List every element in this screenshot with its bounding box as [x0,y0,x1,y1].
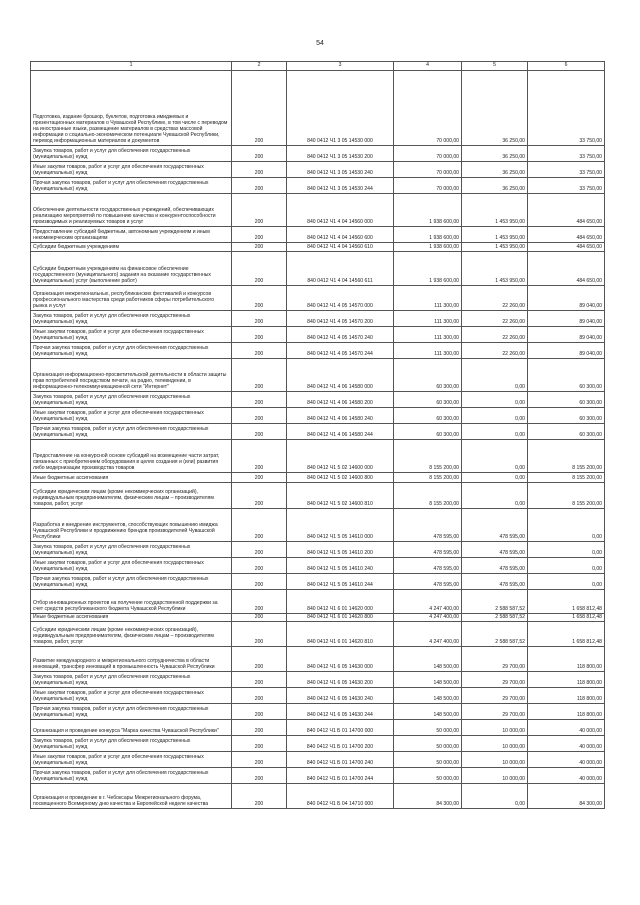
table-row [31,243,605,252]
row-code: 840 0412 Ч1 6 01 14620 800 [287,614,394,622]
row-amount-total: 70 000,00 [394,71,462,146]
row-amount-col5: 0,00 [462,392,528,408]
row-code: 840 0412 Ч1 5 05 14610 000 [287,509,394,542]
row-amount-col6: 33 750,00 [528,71,605,146]
row-amount-col6: 8 155 200,00 [528,473,605,483]
row-amount-col6: 1 658 812,48 [528,614,605,622]
row-description: Субсидии бюджетным учреждениям на финансовое обеспечение государственного (муниципального) задания на оказание государственных (муниципальных) услуг (выполнение работ) [31,252,232,286]
row-amount-total: 4 247 400,00 [394,590,462,614]
row-col2: 200 [232,178,287,194]
table-row [31,178,605,194]
row-col2: 200 [232,672,287,688]
row-code: 840 0412 Ч1 5 05 14610 240 [287,558,394,574]
row-amount-col6: 84 300,00 [528,784,605,809]
row-col2: 200 [232,768,287,784]
row-amount-col5: 29 700,00 [462,688,528,704]
row-description: Прочая закупка товаров, работ и услуг для обеспечения государственных (муниципальных) нужд [31,424,232,440]
row-col2: 200 [232,227,287,243]
row-code: 840 0412 Ч1 5 02 14600 800 [287,473,394,483]
header-row [31,62,605,71]
row-amount-col6: 33 750,00 [528,162,605,178]
row-amount-total: 1 938 600,00 [394,194,462,227]
table-row [31,392,605,408]
row-amount-col5: 1 453 950,00 [462,243,528,252]
row-amount-col6: 40 000,00 [528,768,605,784]
row-amount-total: 60 300,00 [394,424,462,440]
row-amount-total: 478 595,00 [394,509,462,542]
row-description: Прочая закупка товаров, работ и услуг для обеспечения государственных (муниципальных) нужд [31,178,232,194]
row-code: 840 0412 Ч1 3 05 14530 000 [287,71,394,146]
row-amount-col5: 0,00 [462,440,528,473]
row-amount-col5: 478 595,00 [462,542,528,558]
row-amount-col6: 60 300,00 [528,359,605,392]
row-amount-total: 50 000,00 [394,752,462,768]
row-code: 840 0412 Ч1 4 06 14580 200 [287,392,394,408]
table-row [31,227,605,243]
table-row [31,359,605,392]
row-amount-col6: 0,00 [528,574,605,590]
row-amount-total: 111 300,00 [394,286,462,311]
row-amount-col6: 1 658 812,48 [528,622,605,647]
row-amount-col5: 22 260,00 [462,286,528,311]
row-amount-col5: 1 453 950,00 [462,227,528,243]
row-amount-col5: 2 588 587,52 [462,590,528,614]
row-amount-total: 4 247 400,00 [394,614,462,622]
row-amount-col6: 60 300,00 [528,408,605,424]
row-amount-col6: 1 658 812,48 [528,590,605,614]
row-amount-total: 70 000,00 [394,178,462,194]
row-amount-col5: 0,00 [462,784,528,809]
row-description: Субсидии юридическим лицам (кроме некоммерческих организаций), индивидуальным предпринимателям, физическим лицам – производителям товаров, работ, услуг [31,622,232,647]
row-description: Закупка товаров, работ и услуг для обеспечения государственных (муниципальных) нужд [31,542,232,558]
row-description: Развитие международного и межрегионального сотрудничества в области инноваций, трансфер инноваций в промышленность Чувашской Республики [31,647,232,672]
row-code: 840 0412 Ч1 4 05 14570 244 [287,343,394,359]
column-header: 6 [528,62,605,71]
table-row [31,194,605,227]
row-col2: 200 [232,194,287,227]
row-col2: 200 [232,424,287,440]
row-description: Иные бюджетные ассигнования [31,473,232,483]
row-amount-col6: 8 155 200,00 [528,483,605,509]
row-amount-total: 50 000,00 [394,736,462,752]
row-code: 840 0412 Ч1 4 04 14560 610 [287,243,394,252]
row-amount-col6: 484 650,00 [528,194,605,227]
row-description: Закупка товаров, работ и услуг для обеспечения государственных (муниципальных) нужд [31,392,232,408]
row-code: 840 0412 Ч1 Б 01 14700 200 [287,736,394,752]
row-col2: 200 [232,752,287,768]
table-row [31,473,605,483]
row-description: Организация информационно-просветительской деятельности в области защиты прав потребителей посредством печати, на радио, телевидении, в информационно-телекоммуникационной сети "Интернет" [31,359,232,392]
column-header: 5 [462,62,528,71]
row-col2: 200 [232,440,287,473]
row-description: Организация и проведение конкурса "Марка качества Чувашской Республики" [31,720,232,736]
row-amount-col6: 40 000,00 [528,752,605,768]
table-row [31,672,605,688]
row-amount-total: 60 300,00 [394,392,462,408]
row-col2: 200 [232,622,287,647]
row-code: 840 0412 Ч1 Б 01 14700 240 [287,752,394,768]
row-amount-total: 148 500,00 [394,672,462,688]
row-amount-total: 148 500,00 [394,647,462,672]
row-code: 840 0412 Ч1 4 06 14580 244 [287,424,394,440]
row-code: 840 0412 Ч1 5 05 14610 244 [287,574,394,590]
table-row [31,574,605,590]
table-row [31,252,605,286]
table-row [31,736,605,752]
row-amount-col5: 0,00 [462,424,528,440]
table-row [31,614,605,622]
row-code: 840 0412 Ч1 4 05 14570 000 [287,286,394,311]
row-amount-col6: 60 300,00 [528,424,605,440]
row-amount-total: 50 000,00 [394,768,462,784]
table-row [31,343,605,359]
table-row [31,784,605,809]
row-description: Организация межрегиональных, республиканских фестивалей и конкурсов профессионального мастерства среди работников сферы потребительского рынка и услуг [31,286,232,311]
row-amount-col5: 29 700,00 [462,672,528,688]
row-amount-col5: 1 453 950,00 [462,194,528,227]
table-row [31,440,605,473]
row-description: Иные закупки товаров, работ и услуг для обеспечения государственных (муниципальных) нужд [31,162,232,178]
row-amount-col6: 89 040,00 [528,286,605,311]
table-row [31,622,605,647]
row-col2: 200 [232,392,287,408]
column-header: 2 [232,62,287,71]
row-amount-col6: 0,00 [528,542,605,558]
row-col2: 200 [232,558,287,574]
table-row [31,424,605,440]
row-col2: 200 [232,343,287,359]
row-amount-col6: 60 300,00 [528,392,605,408]
row-col2: 200 [232,162,287,178]
table-row [31,286,605,311]
table-row [31,408,605,424]
row-amount-col6: 40 000,00 [528,720,605,736]
table-row [31,71,605,146]
row-code: 840 0412 Ч1 4 06 14580 240 [287,408,394,424]
row-amount-total: 478 595,00 [394,558,462,574]
row-col2: 200 [232,720,287,736]
row-code: 840 0412 Ч1 3 05 14530 240 [287,162,394,178]
row-amount-total: 1 938 600,00 [394,252,462,286]
row-code: 840 0412 Ч1 Б 04 14710 000 [287,784,394,809]
row-col2: 200 [232,286,287,311]
row-amount-col5: 10 000,00 [462,736,528,752]
row-amount-col6: 89 040,00 [528,343,605,359]
row-col2: 200 [232,736,287,752]
table-row [31,720,605,736]
row-amount-col6: 118 800,00 [528,647,605,672]
row-description: Субсидии юридическим лицам (кроме некоммерческих организаций), индивидуальным предпринимателям, физическим лицам – производителям товаров, работ, услуг [31,483,232,509]
row-amount-col6: 89 040,00 [528,311,605,327]
row-col2: 200 [232,252,287,286]
page-number: 54 [316,40,324,47]
row-amount-col5: 22 260,00 [462,311,528,327]
row-amount-col5: 29 700,00 [462,647,528,672]
row-code: 840 0412 Ч1 5 05 14610 200 [287,542,394,558]
row-col2: 200 [232,614,287,622]
row-description: Подготовка, издание брошюр, буклетов, подготовка имиджевых и презентационных материалов о Чувашской Республике, в том числе с переводом на иностранные языки, размещение материалов в средствах массовой информации о социально-экономическом потенциале Чувашской Республики, перевод информационных материалов и документов [31,71,232,146]
row-amount-total: 60 300,00 [394,359,462,392]
row-col2: 200 [232,688,287,704]
row-amount-col6: 8 155 200,00 [528,440,605,473]
row-col2: 200 [232,311,287,327]
row-amount-col6: 0,00 [528,558,605,574]
row-description: Закупка товаров, работ и услуг для обеспечения государственных (муниципальных) нужд [31,736,232,752]
row-col2: 200 [232,704,287,720]
row-col2: 200 [232,590,287,614]
table-row [31,162,605,178]
row-code: 840 0412 Ч1 6 05 14630 240 [287,688,394,704]
row-description: Закупка товаров, работ и услуг для обеспечения государственных (муниципальных) нужд [31,311,232,327]
row-code: 840 0412 Ч1 4 04 14560 611 [287,252,394,286]
row-amount-col5: 36 250,00 [462,146,528,162]
row-amount-col6: 0,00 [528,509,605,542]
row-code: 840 0412 Ч1 6 01 14620 000 [287,590,394,614]
row-amount-col6: 484 650,00 [528,227,605,243]
row-amount-total: 60 300,00 [394,408,462,424]
row-amount-col5: 2 588 587,52 [462,622,528,647]
table-row [31,327,605,343]
row-amount-col5: 0,00 [462,483,528,509]
table-row [31,704,605,720]
row-amount-col6: 33 750,00 [528,178,605,194]
row-amount-col5: 0,00 [462,359,528,392]
row-amount-col5: 2 588 587,52 [462,614,528,622]
row-code: 840 0412 Ч1 4 06 14580 000 [287,359,394,392]
table-row [31,311,605,327]
row-code: 840 0412 Ч1 4 05 14570 240 [287,327,394,343]
row-description: Прочая закупка товаров, работ и услуг для обеспечения государственных (муниципальных) нужд [31,768,232,784]
row-col2: 200 [232,509,287,542]
row-code: 840 0412 Ч1 6 01 14620 810 [287,622,394,647]
row-amount-total: 8 155 200,00 [394,483,462,509]
row-description: Прочая закупка товаров, работ и услуг для обеспечения государственных (муниципальных) нужд [31,574,232,590]
row-description: Иные закупки товаров, работ и услуг для обеспечения государственных (муниципальных) нужд [31,327,232,343]
row-amount-col6: 40 000,00 [528,736,605,752]
row-amount-col5: 29 700,00 [462,704,528,720]
row-description: Иные закупки товаров, работ и услуг для обеспечения государственных (муниципальных) нужд [31,688,232,704]
row-code: 840 0412 Ч1 3 05 14530 200 [287,146,394,162]
row-amount-total: 8 155 200,00 [394,440,462,473]
row-amount-col5: 478 595,00 [462,509,528,542]
row-amount-col5: 10 000,00 [462,752,528,768]
row-amount-col5: 478 595,00 [462,558,528,574]
row-description: Обеспечение деятельности государственных учреждений, обеспечивающих реализацию мероприятий по повышению качества и конкурентоспособности производимых и реализуемых товаров и услуг [31,194,232,227]
row-amount-col6: 484 650,00 [528,243,605,252]
row-amount-col5: 36 250,00 [462,71,528,146]
row-description: Иные закупки товаров, работ и услуг для обеспечения государственных (муниципальных) нужд [31,558,232,574]
row-amount-total: 111 300,00 [394,311,462,327]
row-amount-total: 148 500,00 [394,704,462,720]
row-description: Иные закупки товаров, работ и услуг для обеспечения государственных (муниципальных) нужд [31,752,232,768]
row-description: Организация и проведение в г. Чебоксары Межрегионального форума, посвященного Всемирному дню качества и Европейской неделе качества [31,784,232,809]
row-description: Предоставление на конкурсной основе субсидий на возмещение части затрат, связанных с приобретением оборудования в целях создания и (или) развития либо модернизации производства товаров [31,440,232,473]
row-col2: 200 [232,784,287,809]
row-amount-total: 1 938 600,00 [394,243,462,252]
row-amount-total: 8 155 200,00 [394,473,462,483]
table-row [31,509,605,542]
table-row [31,558,605,574]
row-amount-col5: 478 595,00 [462,574,528,590]
row-amount-col5: 10 000,00 [462,720,528,736]
row-code: 840 0412 Ч1 6 05 14630 200 [287,672,394,688]
row-col2: 200 [232,647,287,672]
row-amount-col6: 89 040,00 [528,327,605,343]
row-code: 840 0412 Ч1 4 04 14560 600 [287,227,394,243]
row-col2: 200 [232,473,287,483]
row-code: 840 0412 Ч1 5 02 14600 810 [287,483,394,509]
table-row [31,542,605,558]
table-row [31,146,605,162]
row-amount-total: 4 247 400,00 [394,622,462,647]
row-amount-col5: 0,00 [462,473,528,483]
row-description: Разработка и внедрение инструментов, способствующих повышению имиджа Чувашской Республики и продвижению брендов производителей Чувашской Республики [31,509,232,542]
row-description: Закупка товаров, работ и услуг для обеспечения государственных (муниципальных) нужд [31,146,232,162]
budget-table [30,61,605,809]
row-code: 840 0412 Ч1 Б 01 14700 244 [287,768,394,784]
row-amount-total: 478 595,00 [394,542,462,558]
row-code: 840 0412 Ч1 3 05 14530 244 [287,178,394,194]
row-code: 840 0412 Ч1 Б 01 14700 000 [287,720,394,736]
row-amount-col5: 22 260,00 [462,343,528,359]
row-amount-col5: 36 250,00 [462,178,528,194]
row-col2: 200 [232,359,287,392]
row-col2: 200 [232,574,287,590]
row-col2: 200 [232,542,287,558]
row-amount-col5: 1 453 950,00 [462,252,528,286]
row-code: 840 0412 Ч1 5 02 14600 000 [287,440,394,473]
row-description: Прочая закупка товаров, работ и услуг для обеспечения государственных (муниципальных) нужд [31,704,232,720]
column-header: 4 [394,62,462,71]
row-amount-col6: 118 800,00 [528,672,605,688]
row-amount-total: 84 300,00 [394,784,462,809]
table-row [31,768,605,784]
table-row [31,483,605,509]
table-row [31,590,605,614]
row-amount-col6: 118 800,00 [528,704,605,720]
row-amount-col5: 22 260,00 [462,327,528,343]
row-col2: 200 [232,483,287,509]
row-code: 840 0412 Ч1 4 05 14570 200 [287,311,394,327]
row-amount-col5: 36 250,00 [462,162,528,178]
row-description: Иные закупки товаров, работ и услуг для обеспечения государственных (муниципальных) нужд [31,408,232,424]
row-col2: 200 [232,327,287,343]
row-description: Иные бюджетные ассигнования [31,614,232,622]
row-description: Субсидии бюджетным учреждениям [31,243,232,252]
row-description: Прочая закупка товаров, работ и услуг для обеспечения государственных (муниципальных) нужд [31,343,232,359]
row-col2: 200 [232,243,287,252]
row-amount-total: 50 000,00 [394,720,462,736]
row-amount-total: 111 300,00 [394,343,462,359]
row-amount-total: 478 595,00 [394,574,462,590]
row-amount-col5: 0,00 [462,408,528,424]
row-code: 840 0412 Ч1 6 05 14630 244 [287,704,394,720]
row-amount-total: 70 000,00 [394,162,462,178]
row-amount-total: 148 500,00 [394,688,462,704]
table-row [31,647,605,672]
row-description: Отбор инновационных проектов на получение государственной поддержки за счет средств республиканского бюджета Чувашской Республики [31,590,232,614]
row-amount-total: 70 000,00 [394,146,462,162]
row-col2: 200 [232,408,287,424]
row-amount-total: 1 938 600,00 [394,227,462,243]
row-description: Закупка товаров, работ и услуг для обеспечения государственных (муниципальных) нужд [31,672,232,688]
table-row [31,752,605,768]
column-header: 3 [287,62,394,71]
row-amount-col6: 484 650,00 [528,252,605,286]
row-amount-total: 111 300,00 [394,327,462,343]
row-amount-col6: 118 800,00 [528,688,605,704]
column-header: 1 [31,62,232,71]
row-amount-col5: 10 000,00 [462,768,528,784]
row-col2: 200 [232,71,287,146]
row-description: Предоставление субсидий бюджетным, автономным учреждениям и иным некоммерческим организациям [31,227,232,243]
table-row [31,688,605,704]
row-code: 840 0412 Ч1 6 05 14630 000 [287,647,394,672]
row-code: 840 0412 Ч1 4 04 14560 000 [287,194,394,227]
row-col2: 200 [232,146,287,162]
row-amount-col6: 33 750,00 [528,146,605,162]
